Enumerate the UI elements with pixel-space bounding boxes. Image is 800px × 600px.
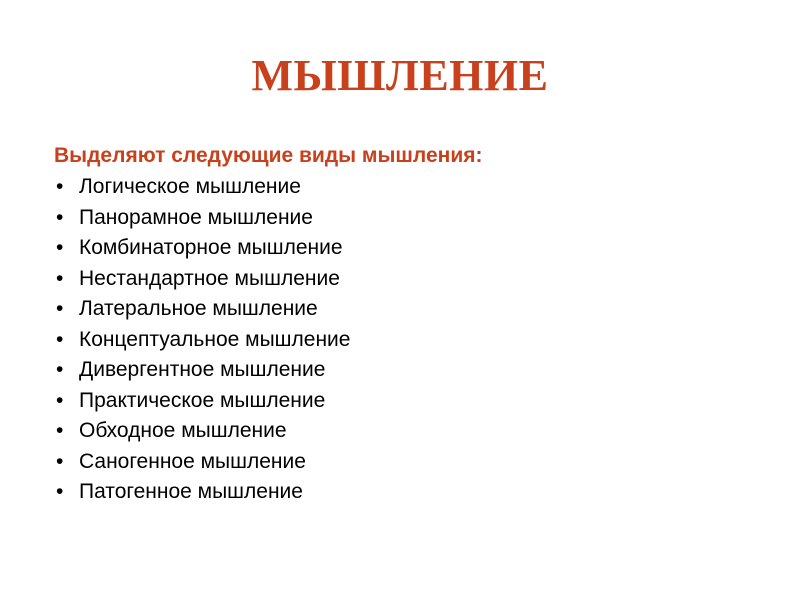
bullet-icon: • [56, 327, 64, 351]
list-item-label: Нестандартное мышление [79, 266, 340, 290]
list-item [54, 477, 350, 508]
bullet-icon: • [56, 449, 64, 473]
bullet-icon: • [56, 205, 64, 229]
list-item-label: Комбинаторное мышление [79, 236, 343, 259]
list-item-label: Патогенное мышление [79, 480, 303, 503]
list-item [54, 203, 350, 234]
list-heading: Выделяют следующие виды мышления: [54, 144, 483, 167]
slide-title: МЫШЛЕНИЕ [251, 51, 549, 100]
bullet-icon: • [56, 236, 64, 259]
list-item [54, 172, 350, 203]
list-item-label: Дивергентное мышление [79, 358, 326, 381]
list-item [54, 233, 350, 264]
list-item-label: Обходное мышление [79, 419, 287, 442]
list-item [54, 325, 350, 356]
thinking-types-list [54, 172, 350, 508]
list-item-label: Панорамное мышление [79, 205, 313, 229]
bullet-icon: • [56, 358, 64, 381]
list-item [54, 416, 350, 447]
bullet-icon: • [56, 266, 64, 290]
list-item-label: Практическое мышление [79, 388, 326, 412]
list-item [54, 294, 350, 325]
list-item-label: Латеральное мышление [79, 297, 318, 320]
list-item [54, 264, 350, 295]
bullet-icon: • [56, 175, 64, 198]
list-item [54, 355, 350, 386]
list-item [54, 447, 350, 478]
bullet-icon: • [56, 388, 64, 412]
list-item [54, 386, 350, 417]
bullet-icon: • [56, 480, 64, 503]
list-item-label: Саногенное мышление [79, 449, 306, 473]
list-item-label: Концептуальное мышление [79, 327, 351, 351]
list-item-label: Логическое мышление [79, 175, 301, 198]
bullet-icon: • [56, 419, 64, 442]
bullet-icon: • [56, 297, 64, 320]
